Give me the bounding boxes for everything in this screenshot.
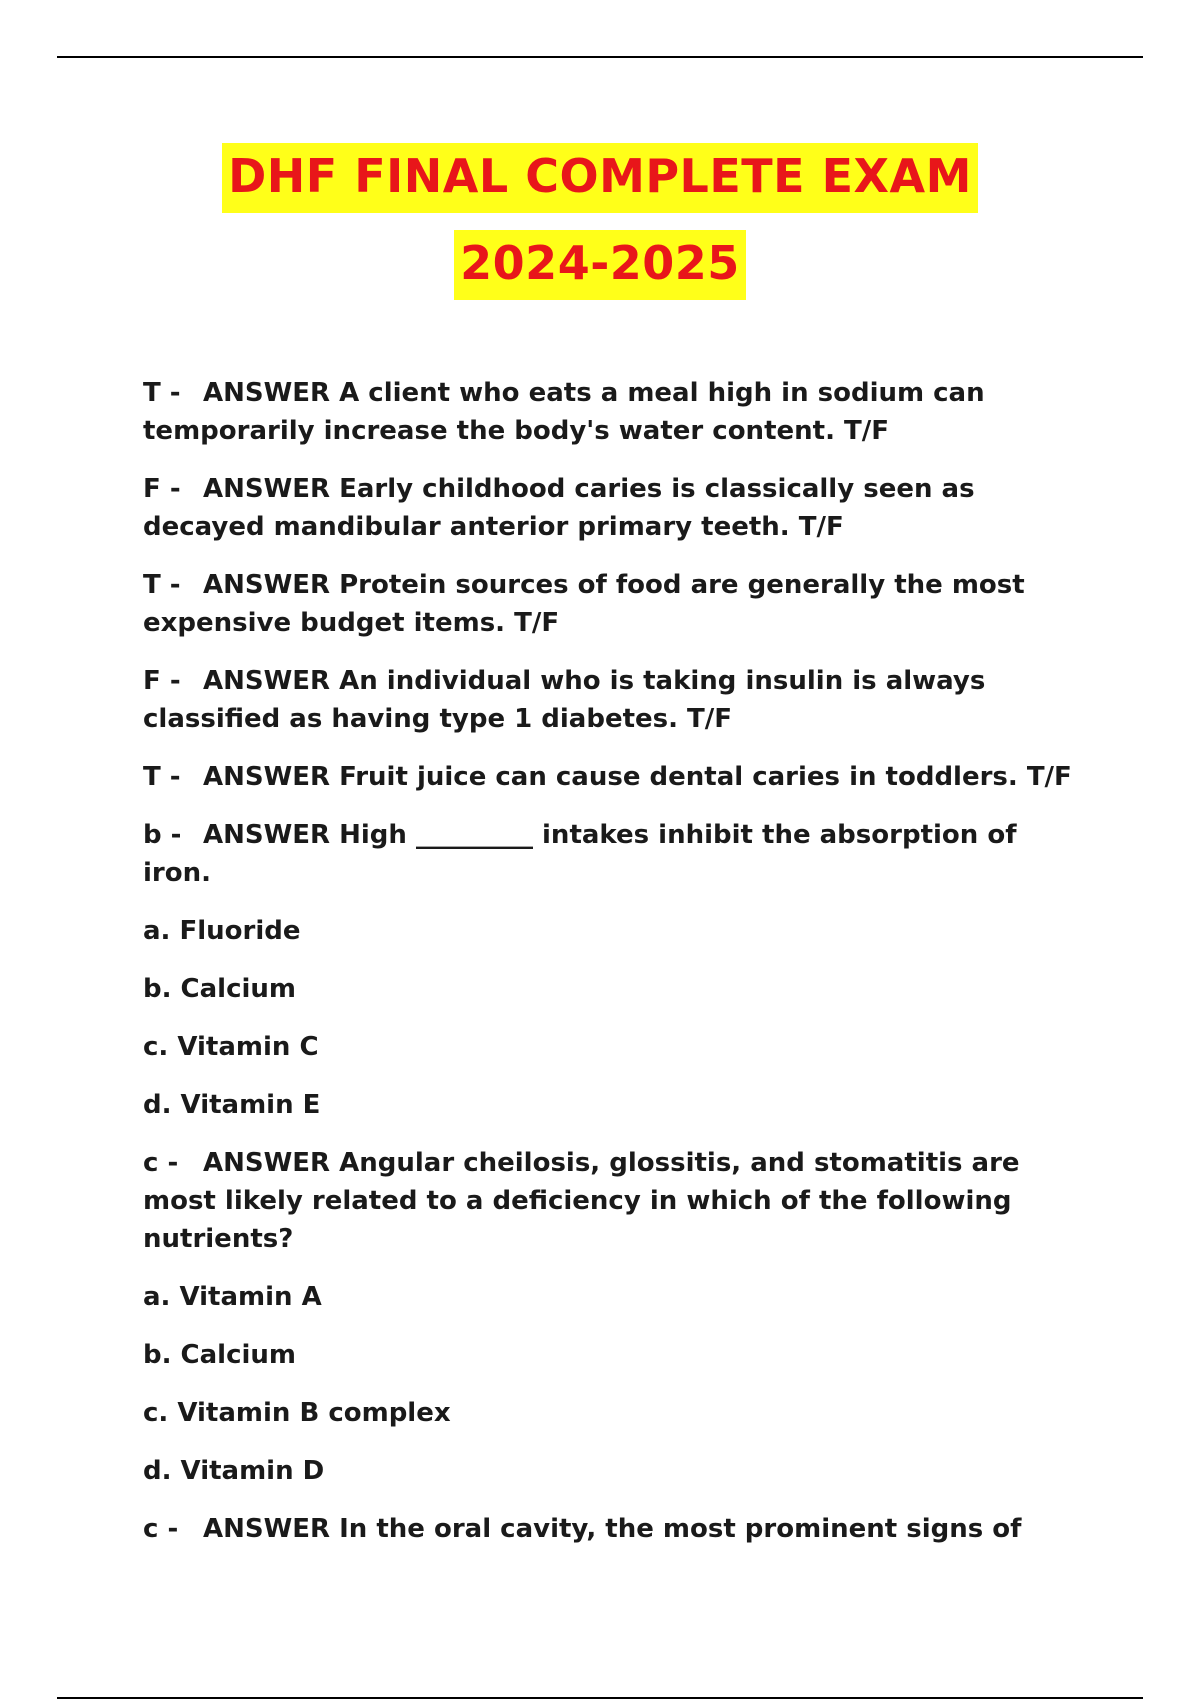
question-text: ANSWER In the oral cavity, the most prominent signs of [203, 1514, 1022, 1544]
option-a: a. Vitamin A [143, 1282, 322, 1312]
answer-key: F - [143, 474, 181, 504]
answer-entry-4 [143, 662, 1083, 738]
answer-key: T - [143, 762, 181, 792]
title-line-1: DHF FINAL COMPLETE EXAM [222, 143, 978, 213]
answer-entry-6 [143, 816, 1083, 892]
title-line-2: 2024-2025 [454, 230, 746, 300]
answer-key: c - [143, 1514, 179, 1544]
option-c: c. Vitamin B complex [143, 1398, 451, 1428]
answer-key: F - [143, 666, 181, 696]
question-text: ANSWER A client who eats a meal high in sodium can temporarily increase the body's water content. T/F [143, 378, 985, 446]
option-b: b. Calcium [143, 1340, 297, 1370]
answer-entry-3 [143, 566, 1083, 642]
answer-key: c - [143, 1148, 179, 1178]
question-text: ANSWER Angular cheilosis, glossitis, and stomatitis are most likely related to a deficiency in which of the following nutrients? [143, 1148, 1020, 1254]
question-text: ANSWER High _________ intakes inhibit the absorption of iron. [143, 820, 1017, 888]
top-rule [57, 56, 1143, 58]
option-b: b. Calcium [143, 974, 297, 1004]
answer-entry-1 [143, 374, 1083, 450]
option-d: d. Vitamin D [143, 1456, 325, 1486]
option-a: a. Fluoride [143, 916, 301, 946]
answer-entry-7 [143, 1144, 1083, 1258]
document-title [0, 143, 1200, 300]
bottom-rule [57, 1697, 1143, 1699]
answer-key: b - [143, 820, 182, 850]
option-d: d. Vitamin E [143, 1090, 321, 1120]
answer-entry-8 [143, 1510, 1083, 1548]
question-text: ANSWER Early childhood caries is classically seen as decayed mandibular anterior primary teeth. T/F [143, 474, 975, 542]
question-text: ANSWER An individual who is taking insulin is always classified as having type 1 diabetes. T/F [143, 666, 986, 734]
question-text: ANSWER Fruit juice can cause dental caries in toddlers. T/F [203, 762, 1072, 792]
answer-entry-5 [143, 758, 1083, 796]
answer-entry-2 [143, 470, 1083, 546]
option-c: c. Vitamin C [143, 1032, 319, 1062]
answer-key: T - [143, 570, 181, 600]
exam-content [143, 374, 1083, 1568]
answer-key: T - [143, 378, 181, 408]
question-text: ANSWER Protein sources of food are generally the most expensive budget items. T/F [143, 570, 1025, 638]
